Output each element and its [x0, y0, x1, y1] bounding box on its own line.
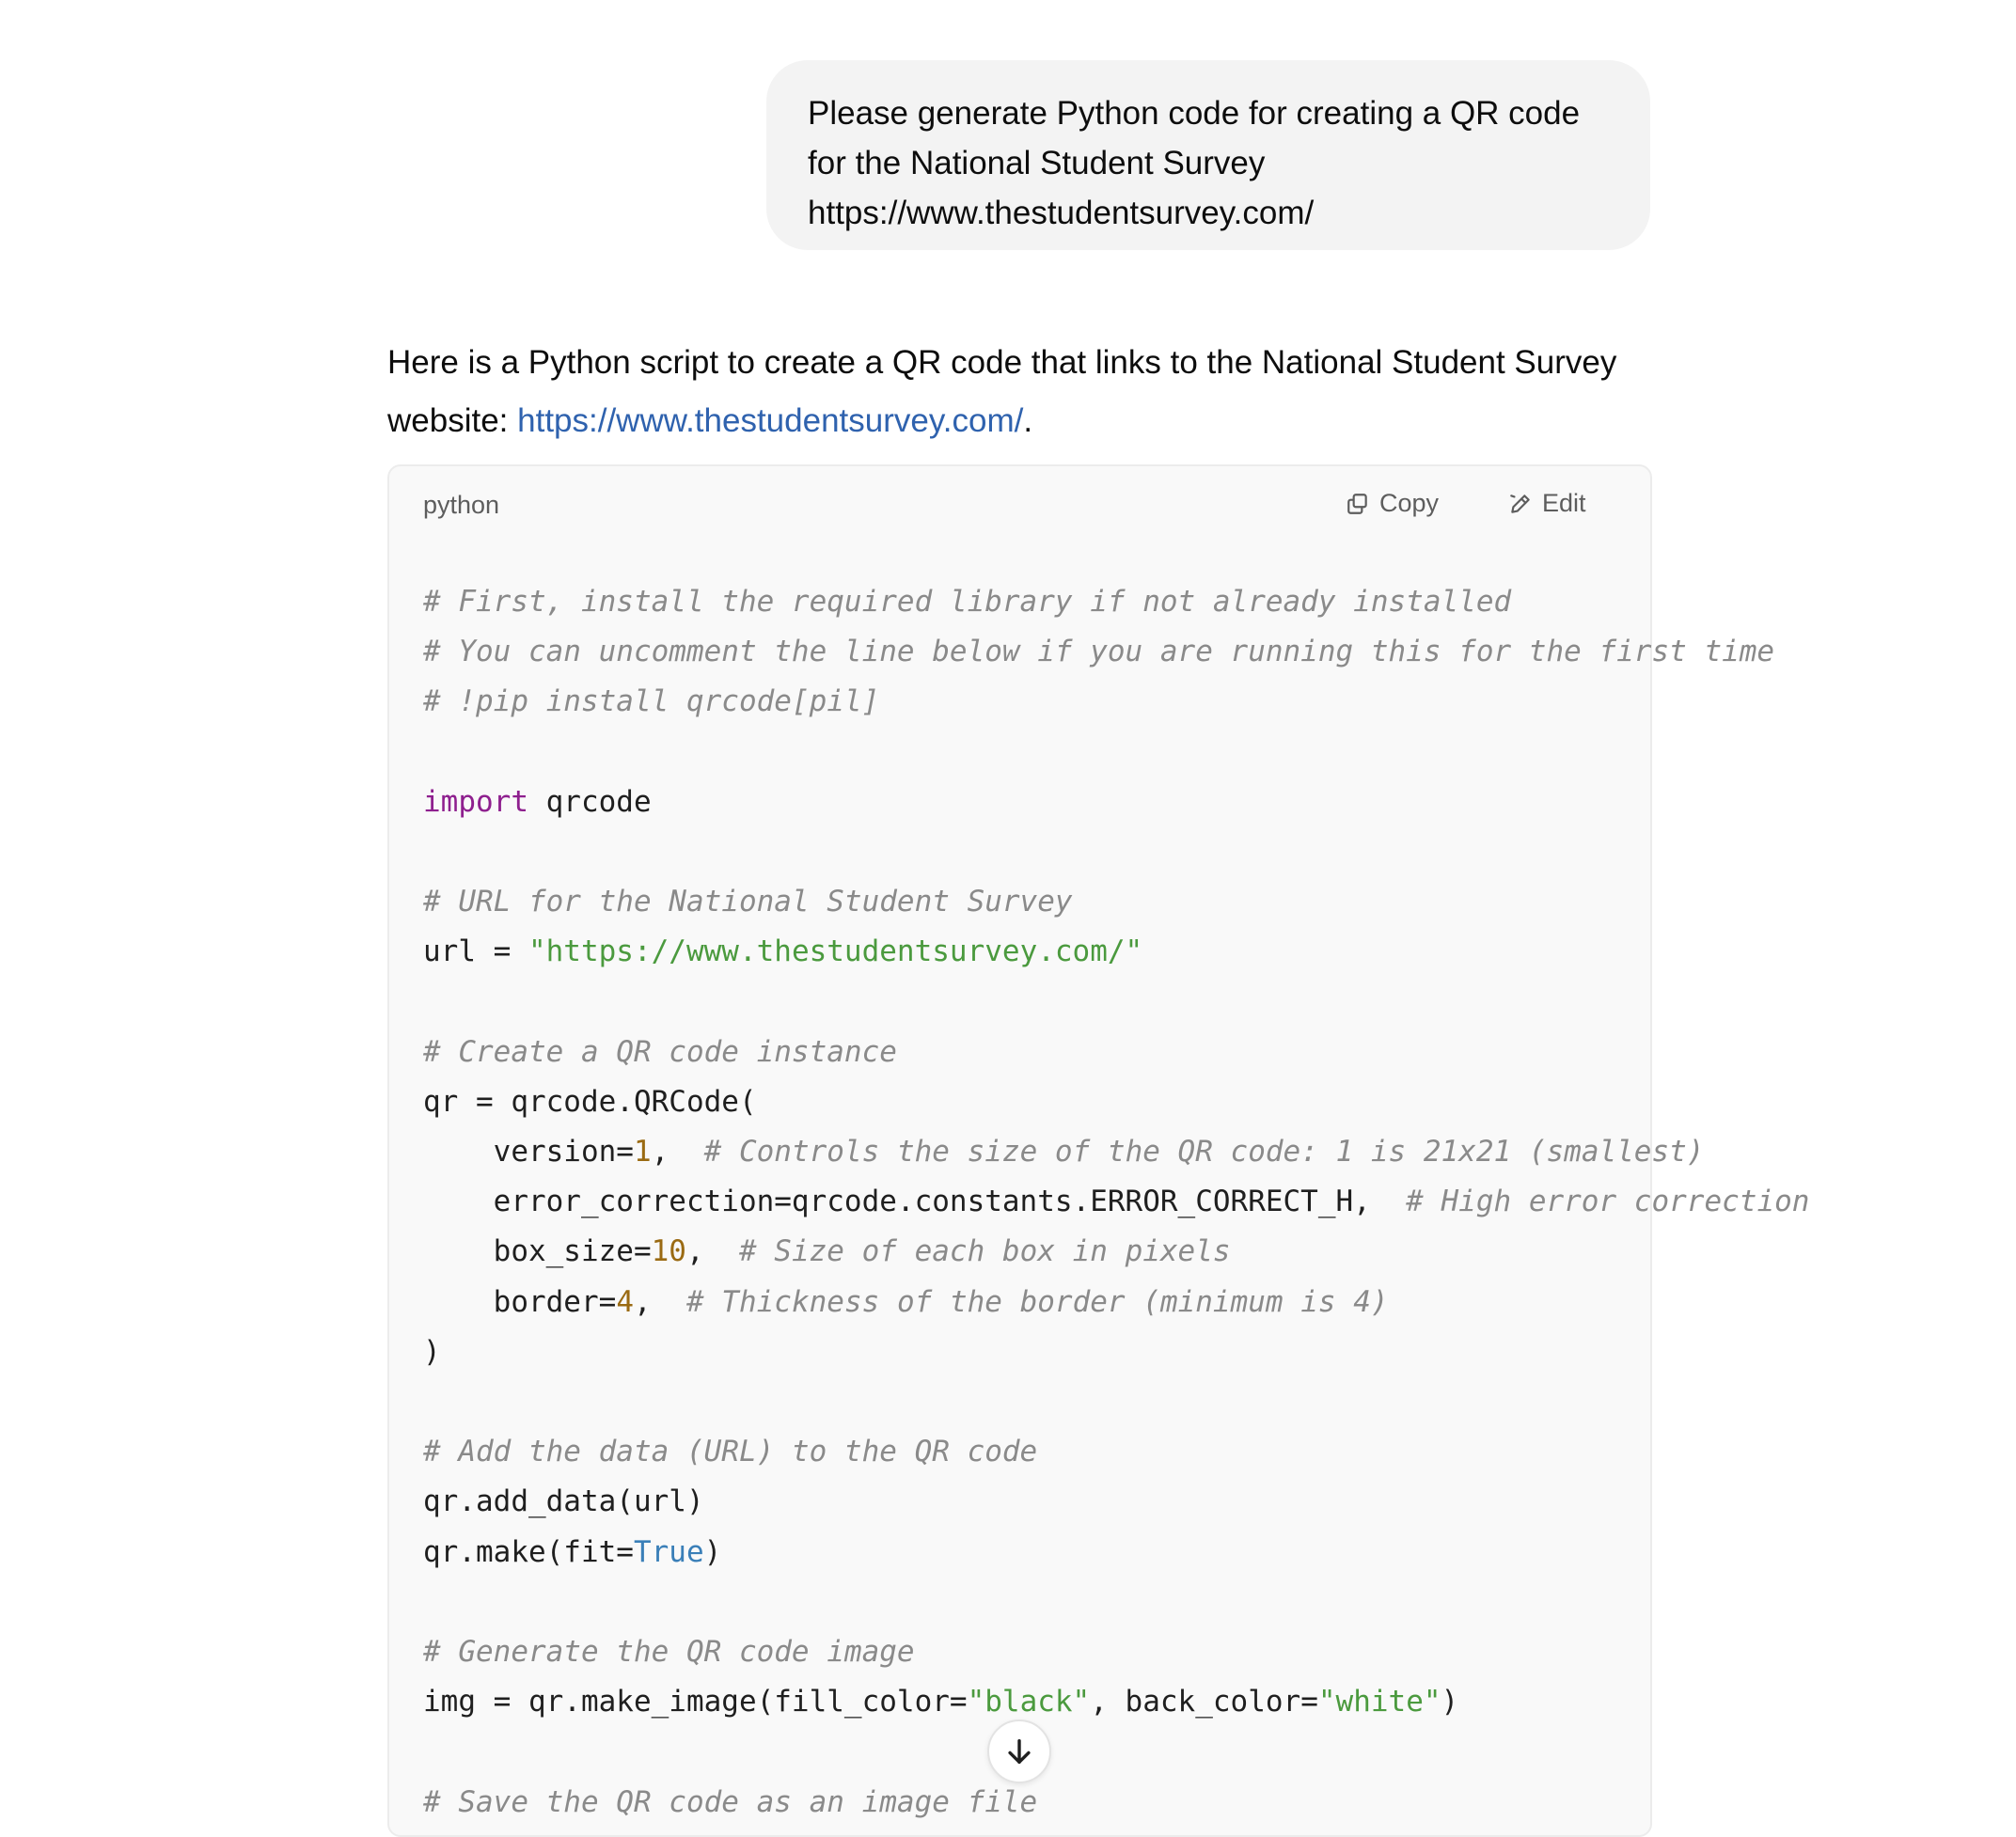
assistant-intro-text	[387, 334, 1652, 450]
code-token: 1	[633, 1135, 652, 1170]
arrow-down-icon	[1003, 1735, 1035, 1767]
code-token: ,	[651, 1135, 704, 1170]
code-line	[423, 1528, 1650, 1578]
code-language-label: python	[423, 491, 500, 519]
code-block-header	[389, 466, 1650, 542]
intro-period: .	[1023, 402, 1033, 439]
code-token: # Create a QR code instance	[423, 1034, 897, 1069]
code-token: # Thickness of the border (minimum is 4)	[685, 1284, 1389, 1319]
user-message-line: Please generate Python code for creating a QR code	[808, 95, 1581, 132]
code-line	[423, 728, 1650, 777]
code-token: url =	[423, 934, 528, 969]
code-line	[423, 1377, 1650, 1427]
user-message-line: for the National Student Survey	[808, 145, 1266, 181]
code-token: # !pip install qrcode[pil]	[423, 684, 880, 719]
code-token: qrcode	[528, 784, 652, 819]
code-line	[423, 978, 1650, 1028]
copy-icon	[1346, 492, 1370, 516]
copy-label: Copy	[1379, 489, 1440, 517]
code-token: error_correction=qrcode.constants.ERROR_CORRECT_H,	[423, 1185, 1407, 1219]
code-line	[423, 1227, 1650, 1277]
code-line	[423, 1427, 1650, 1477]
code-token: , back_color=	[1090, 1685, 1318, 1719]
code-line	[423, 1278, 1650, 1327]
code-token: # Save the QR code as an image file	[423, 1784, 1038, 1819]
code-token: )	[423, 1334, 441, 1369]
code-line	[423, 927, 1650, 977]
code-line	[423, 1327, 1650, 1377]
code-token: img = qr.make_image(fill_color=	[423, 1685, 968, 1719]
edit-icon	[1508, 492, 1533, 516]
code-line	[423, 1077, 1650, 1127]
user-message-bubble	[766, 60, 1650, 250]
survey-link[interactable]: https://www.thestudentsurvey.com/	[517, 402, 1024, 439]
scroll-to-bottom-button[interactable]	[987, 1719, 1051, 1783]
code-token: )	[1441, 1685, 1459, 1719]
code-line	[423, 1627, 1650, 1677]
edit-label: Edit	[1542, 489, 1586, 517]
user-message-line: https://www.thestudentsurvey.com/	[808, 195, 1315, 231]
code-token: # Size of each box in pixels	[738, 1234, 1231, 1269]
code-token: version=	[423, 1135, 634, 1170]
code-token: "white"	[1317, 1685, 1441, 1719]
code-line	[423, 1127, 1705, 1177]
code-token: ,	[685, 1234, 739, 1269]
code-token: import	[423, 784, 528, 819]
code-line	[423, 627, 1775, 677]
code-token: True	[633, 1534, 704, 1569]
code-line	[423, 1677, 1650, 1727]
code-line	[423, 1177, 1810, 1227]
code-token: "black"	[967, 1685, 1091, 1719]
code-token: qr.make(fit=	[423, 1534, 634, 1569]
edit-button[interactable]	[1508, 489, 1586, 518]
code-block	[387, 464, 1810, 1837]
code-token: box_size=	[423, 1234, 652, 1269]
code-token: ,	[633, 1284, 686, 1319]
code-token: # Controls the size of the QR code: 1 is 21x21 (smallest)	[703, 1135, 1705, 1170]
code-line	[423, 1578, 1650, 1627]
code-token: )	[703, 1534, 722, 1569]
code-line	[423, 1778, 1650, 1828]
code-token: # First, install the required library if not already installed	[423, 585, 1512, 619]
code-content[interactable]	[423, 577, 1810, 1828]
intro-text: Here is a Python script to create a QR code that links to the National Student Survey website:	[387, 344, 1617, 439]
copy-button[interactable]	[1346, 489, 1439, 518]
code-line	[423, 577, 1650, 627]
code-token: # Add the data (URL) to the QR code	[423, 1435, 1038, 1469]
code-line	[423, 877, 1650, 927]
code-token: border=	[423, 1284, 617, 1319]
code-token: # You can uncomment the line below if you are running this for the first time	[423, 635, 1775, 669]
code-token: # URL for the National Student Survey	[423, 885, 1073, 919]
code-token: # Generate the QR code image	[423, 1634, 915, 1669]
code-line	[423, 1028, 1650, 1077]
code-token: # High error correction	[1406, 1185, 1810, 1219]
code-token: 10	[651, 1234, 686, 1269]
code-line	[423, 1477, 1650, 1527]
code-token: "https://www.thestudentsurvey.com/"	[528, 934, 1143, 969]
code-line	[423, 777, 1650, 827]
code-line	[423, 827, 1650, 877]
code-token: qr = qrcode.QRCode(	[423, 1084, 757, 1119]
code-token: qr.add_data(url)	[423, 1484, 704, 1519]
code-line	[423, 677, 1650, 727]
code-token: 4	[616, 1284, 634, 1319]
